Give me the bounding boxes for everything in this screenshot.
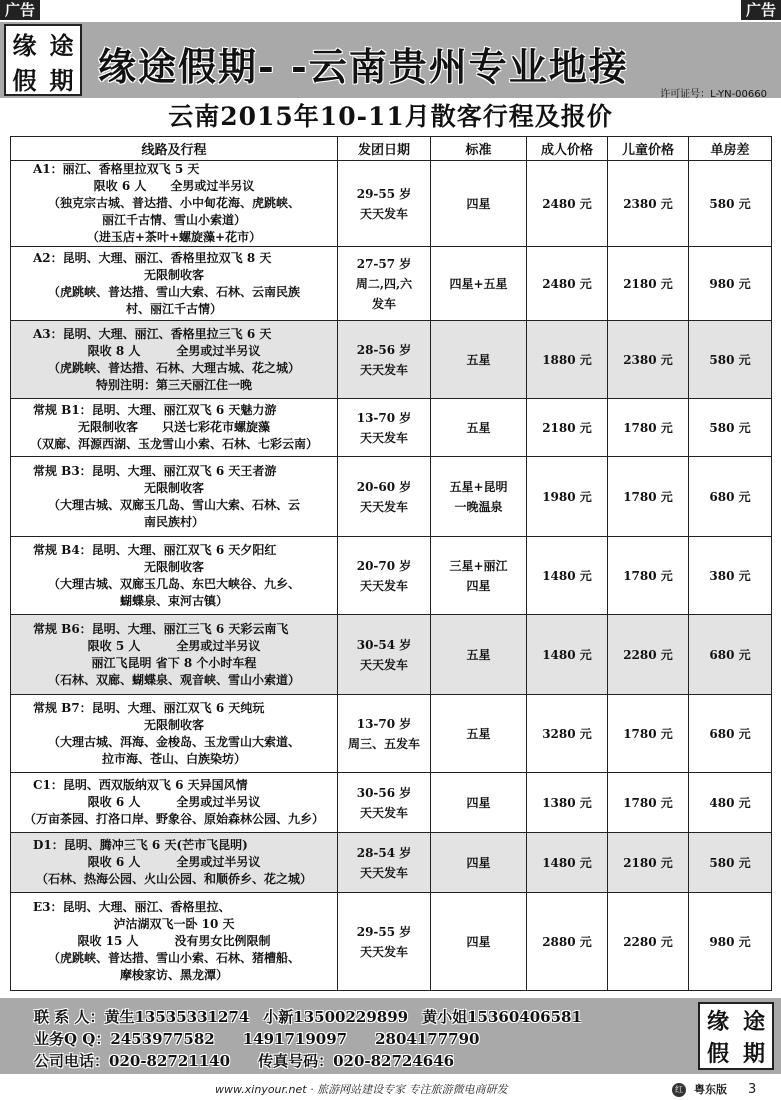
single-supplement-cell: 980 元 <box>689 247 772 321</box>
age-range: 13-70 岁 <box>356 716 412 731</box>
hotel-standard: 四星+五星 <box>449 276 508 291</box>
route-detail: 蝴蝶泉、束河古镇） <box>119 593 228 608</box>
child-price-cell: 2380 元 <box>608 161 689 247</box>
date-cell <box>338 833 431 893</box>
route-cell <box>11 247 338 321</box>
route-detail: 丽江飞昆明 省下 8 个小时车程 <box>91 655 257 670</box>
adult-price-cell: 1480 元 <box>527 615 608 695</box>
departure-schedule: 天天发车 <box>359 206 408 221</box>
standard-cell <box>431 773 527 833</box>
date-cell <box>338 457 431 537</box>
adult-price-cell: 1880 元 <box>527 321 608 399</box>
table-row <box>11 247 772 321</box>
header-route: 线路及行程 <box>11 137 338 161</box>
route-detail: 限收 6 人 全男或过半另议 <box>87 855 261 869</box>
route-detail: 丽江千古情、雪山小索道） <box>101 213 246 227</box>
child-price-cell: 2180 元 <box>608 247 689 321</box>
fax-label: 传真号码： <box>258 1052 334 1070</box>
departure-schedule: 天天发车 <box>359 944 408 959</box>
table-row <box>11 399 772 457</box>
route-detail: （独克宗古城、普达措、小中甸花海、虎跳峡、 <box>47 196 300 210</box>
route-detail: 特别注明：第三天丽江住一晚 <box>95 377 252 392</box>
route-title: 常规 B3：昆明、大理、丽江双飞 6 天王者游 <box>33 463 277 478</box>
contact-person: 黄生13535331274 <box>104 1008 250 1026</box>
child-price-cell: 1780 元 <box>608 399 689 457</box>
hotel-standard: 四星 <box>466 578 491 593</box>
age-range: 30-54 岁 <box>356 637 412 652</box>
single-supplement-cell: 380 元 <box>689 537 772 615</box>
standard-cell <box>431 399 527 457</box>
route-detail: 限收 6 人 全男或过半另议 <box>93 179 255 193</box>
page-number: 3 <box>748 1082 757 1097</box>
child-price-cell: 1780 元 <box>608 537 689 615</box>
standard-cell <box>431 615 527 695</box>
bottom-bar <box>0 1080 781 1100</box>
ad-label-left: 广告 <box>0 0 40 20</box>
logo-char: 期 <box>742 1040 765 1067</box>
age-range: 20-60 岁 <box>356 479 412 494</box>
departure-schedule: 发车 <box>371 296 396 311</box>
route-cell <box>11 321 338 399</box>
route-detail: （大理古城、双廊玉几岛、东巴大峡谷、九乡、 <box>47 576 300 591</box>
route-title: 常规 B4：昆明、大理、丽江双飞 6 天夕阳红 <box>33 542 277 557</box>
date-cell <box>338 893 431 991</box>
route-title: 常规 B6：昆明、大理、丽江三飞 6 天彩云南飞 <box>33 621 289 636</box>
route-cell <box>11 893 338 991</box>
route-cell <box>11 399 338 457</box>
single-supplement-cell: 580 元 <box>689 833 772 893</box>
route-detail: 摩梭家访、黑龙潭） <box>119 968 228 982</box>
route-detail: （大理古城、洱海、金梭岛、玉龙雪山大索道、 <box>47 734 300 749</box>
hotel-standard: 五星 <box>466 420 491 435</box>
standard-cell <box>431 537 527 615</box>
adult-price-cell: 1480 元 <box>527 833 608 893</box>
hotel-standard: 四星 <box>466 855 491 870</box>
hotel-standard: 四星 <box>466 934 491 949</box>
route-detail: 无限制收客 <box>143 559 204 574</box>
route-detail: 无限制收客 <box>143 267 204 282</box>
table-row <box>11 773 772 833</box>
header-title: 缘途假期- -云南贵州专业地接 <box>98 44 629 89</box>
fax-number: 020-82724646 <box>333 1052 455 1070</box>
single-supplement-cell: 980 元 <box>689 893 772 991</box>
standard-cell <box>431 321 527 399</box>
route-detail: 无限制收客 <box>143 480 204 495</box>
route-detail: （石林、双廊、蝴蝶泉、观音峡、雪山小索道） <box>47 672 300 687</box>
hotel-standard: 五星 <box>466 647 491 662</box>
date-cell <box>338 773 431 833</box>
phone-number: 020-82721140 <box>109 1052 231 1070</box>
child-price-cell: 2280 元 <box>608 893 689 991</box>
route-cell <box>11 773 338 833</box>
age-range: 20-70 岁 <box>356 558 412 573</box>
contact-persons <box>34 1006 582 1027</box>
single-supplement-cell: 680 元 <box>689 615 772 695</box>
table-row <box>11 615 772 695</box>
header-date: 发团日期 <box>338 137 431 161</box>
route-title: A1：丽江、香格里拉双飞 5 天 <box>33 162 200 176</box>
single-supplement-cell: 580 元 <box>689 399 772 457</box>
departure-schedule: 周二,四,六 <box>355 276 413 291</box>
adult-price-cell: 1480 元 <box>527 537 608 615</box>
route-cell <box>11 833 338 893</box>
logo-char: 途 <box>49 31 74 60</box>
age-range: 13-70 岁 <box>356 410 412 425</box>
child-price-cell: 1780 元 <box>608 457 689 537</box>
page-subtitle: 云南2015年10-11月散客行程及报价 <box>168 102 613 131</box>
standard-cell <box>431 893 527 991</box>
route-detail: 限收 8 人 全男或过半另议 <box>87 343 261 358</box>
departure-schedule: 天天发车 <box>359 430 408 445</box>
table-row <box>11 893 772 991</box>
standard-cell <box>431 161 527 247</box>
date-cell <box>338 399 431 457</box>
license-number: 许可证号：L-YN-00660 <box>660 89 767 100</box>
departure-schedule: 天天发车 <box>359 362 408 377</box>
contact-person: 黄小姐15360406581 <box>422 1008 582 1026</box>
logo-char: 期 <box>49 66 74 95</box>
qq-number: 2453977582 <box>110 1030 215 1048</box>
route-title: D1：昆明、腾冲三飞 6 天(芒市飞昆明) <box>33 838 248 852</box>
route-detail: （大理古城、双廊玉几岛、雪山大索、石林、云 <box>47 497 300 512</box>
route-detail: （虎跳峡、普达措、石林、大理古城、花之城） <box>47 360 300 375</box>
age-range: 29-55 岁 <box>356 186 412 201</box>
departure-schedule: 天天发车 <box>359 865 408 880</box>
adult-price-cell: 2480 元 <box>527 247 608 321</box>
date-cell <box>338 537 431 615</box>
adult-price-cell: 1380 元 <box>527 773 608 833</box>
qq-number: 1491719097 <box>242 1030 348 1048</box>
route-cell <box>11 615 338 695</box>
route-title: 常规 B1：昆明、大理、丽江双飞 6 天魅力游 <box>33 403 277 417</box>
table-row <box>11 161 772 247</box>
contact-footer <box>0 998 781 1074</box>
child-price-cell: 1780 元 <box>608 695 689 773</box>
age-range: 29-55 岁 <box>356 924 412 939</box>
table-row <box>11 321 772 399</box>
hotel-standard: 三星+丽江 <box>449 558 508 573</box>
route-cell <box>11 695 338 773</box>
edition-label: 粤东版 <box>694 1083 727 1096</box>
standard-cell <box>431 695 527 773</box>
adult-price-cell: 2880 元 <box>527 893 608 991</box>
website-slogan: www.xinyour.net · 旅游网站建设专家 专注旅游微电商研发 <box>215 1083 508 1096</box>
standard-cell <box>431 833 527 893</box>
single-supplement-cell: 680 元 <box>689 457 772 537</box>
header-adult-price: 成人价格 <box>527 137 608 161</box>
routes-table <box>10 136 772 991</box>
departure-schedule: 天天发车 <box>359 578 408 593</box>
hotel-standard: 一晚温泉 <box>454 499 503 514</box>
route-detail: （石林、热海公园、火山公园、和顺侨乡、花之城） <box>35 872 312 886</box>
route-detail: （进玉店+茶叶+螺旋藻+花市） <box>86 230 262 244</box>
route-detail: 限收 15 人 没有男女比例限制 <box>77 934 271 948</box>
route-cell <box>11 161 338 247</box>
adult-price-cell: 1980 元 <box>527 457 608 537</box>
route-detail: （万亩茶园、打洛口岸、野象谷、原始森林公园、九乡） <box>23 812 324 826</box>
departure-schedule: 天天发车 <box>359 805 408 820</box>
table-header-row <box>11 137 772 161</box>
hotel-standard: 五星+昆明 <box>449 479 508 494</box>
single-supplement-cell: 580 元 <box>689 161 772 247</box>
contact-label: 联 系 人： <box>34 1008 105 1026</box>
date-cell <box>338 247 431 321</box>
hotel-standard: 五星 <box>466 352 491 367</box>
edition-badge: 红 <box>672 1083 686 1097</box>
logo-char: 途 <box>742 1008 765 1035</box>
logo-char: 假 <box>706 1040 729 1067</box>
adult-price-cell: 2480 元 <box>527 161 608 247</box>
route-detail: 拉市海、苍山、白族染坊） <box>101 751 246 766</box>
route-detail: （虎跳峡、普达措、雪山大索、石林、云南民族 <box>47 284 300 299</box>
ad-label-right: 广告 <box>741 0 781 20</box>
table-row <box>11 457 772 537</box>
qq-number: 2804177790 <box>375 1030 480 1048</box>
child-price-cell: 1780 元 <box>608 773 689 833</box>
route-detail: 无限制收客 <box>143 717 204 732</box>
header-standard: 标准 <box>431 137 527 161</box>
adult-price-cell: 2180 元 <box>527 399 608 457</box>
table-row <box>11 695 772 773</box>
date-cell <box>338 615 431 695</box>
hotel-standard: 五星 <box>466 726 491 741</box>
contact-qq <box>34 1028 479 1049</box>
route-cell <box>11 537 338 615</box>
header-child-price: 儿童价格 <box>608 137 689 161</box>
route-detail: 无限制收客 只送七彩花市螺旋藻 <box>77 420 270 434</box>
route-title: A2：昆明、大理、丽江、香格里拉双飞 8 天 <box>33 250 272 265</box>
phone-label: 公司电话： <box>34 1052 110 1070</box>
header-banner <box>0 22 781 98</box>
route-cell <box>11 457 338 537</box>
header-single-supplement: 单房差 <box>689 137 772 161</box>
departure-schedule: 天天发车 <box>359 499 408 514</box>
qq-label: 业务Q Q： <box>34 1030 111 1048</box>
contact-person: 小新13500229899 <box>263 1008 409 1026</box>
table-row <box>11 537 772 615</box>
route-title: C1：昆明、西双版纳双飞 6 天异国风情 <box>33 778 248 792</box>
contact-phone <box>34 1050 454 1071</box>
hotel-standard: 四星 <box>466 196 491 211</box>
single-supplement-cell: 580 元 <box>689 321 772 399</box>
route-detail: （虎跳峡、普达措、雪山小索、石林、猪槽船、 <box>47 951 300 965</box>
route-detail: 村、丽江千古情） <box>125 301 222 316</box>
route-detail: 南民族村） <box>143 514 204 529</box>
brand-logo <box>4 24 82 96</box>
age-range: 28-56 岁 <box>356 342 412 357</box>
table-row <box>11 833 772 893</box>
departure-schedule: 周三、五发车 <box>347 736 420 751</box>
hotel-standard: 四星 <box>466 795 491 810</box>
date-cell <box>338 161 431 247</box>
single-supplement-cell: 680 元 <box>689 695 772 773</box>
date-cell <box>338 695 431 773</box>
logo-char: 缘 <box>12 31 37 60</box>
standard-cell <box>431 457 527 537</box>
route-title: E3：昆明、大理、丽江、香格里拉、 <box>33 900 231 914</box>
adult-price-cell: 3280 元 <box>527 695 608 773</box>
route-title: 常规 B7：昆明、大理、丽江双飞 6 天纯玩 <box>33 700 265 715</box>
route-detail: （双廊、洱源西湖、玉龙雪山小索、石林、七彩云南） <box>29 437 318 451</box>
age-range: 27-57 岁 <box>356 256 412 271</box>
route-detail: 限收 5 人 全男或过半另议 <box>87 638 261 653</box>
date-cell <box>338 321 431 399</box>
age-range: 28-54 岁 <box>356 845 412 860</box>
single-supplement-cell: 480 元 <box>689 773 772 833</box>
route-detail: 泸沽湖双飞一卧 10 天 <box>113 917 235 931</box>
brand-logo-footer <box>698 1002 774 1070</box>
logo-char: 假 <box>12 66 37 95</box>
child-price-cell: 2280 元 <box>608 615 689 695</box>
route-title: A3：昆明、大理、丽江、香格里拉三飞 6 天 <box>33 326 272 341</box>
departure-schedule: 天天发车 <box>359 657 408 672</box>
age-range: 30-56 岁 <box>356 785 412 800</box>
logo-char: 缘 <box>706 1008 729 1035</box>
route-detail: 限收 6 人 全男或过半另议 <box>87 795 261 809</box>
child-price-cell: 2380 元 <box>608 321 689 399</box>
standard-cell <box>431 247 527 321</box>
child-price-cell: 2180 元 <box>608 833 689 893</box>
